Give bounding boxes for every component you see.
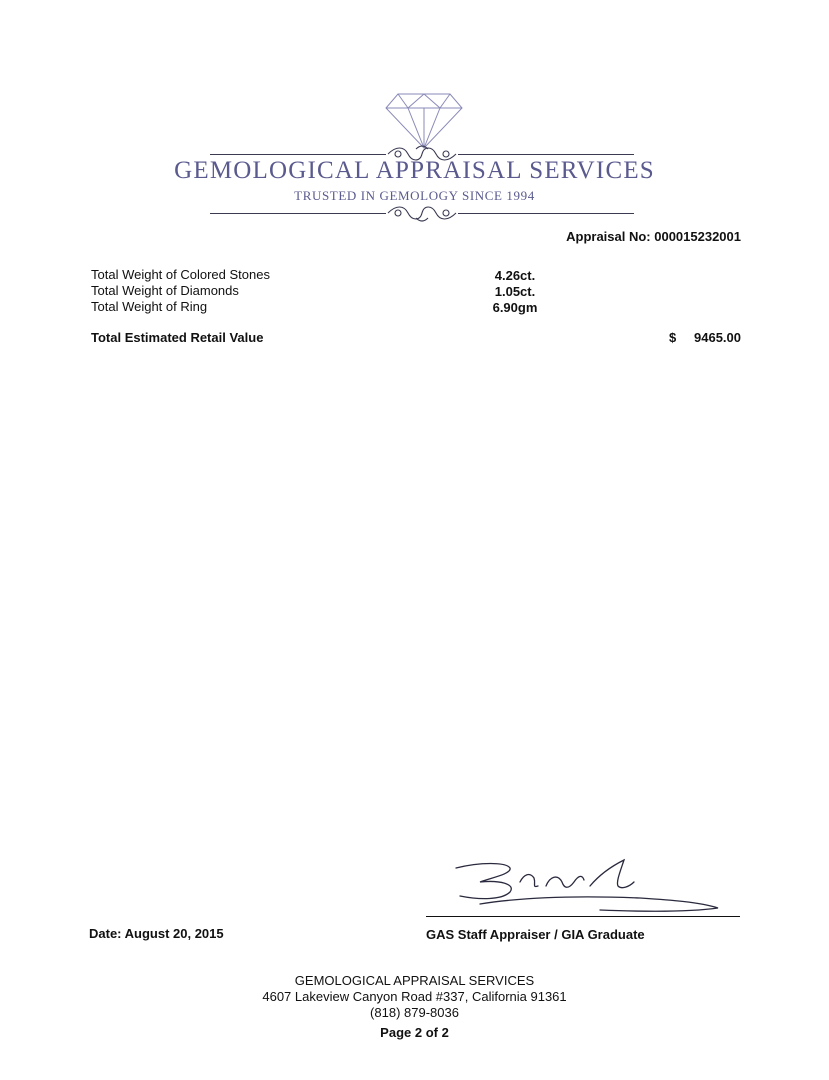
row-label-ring: Total Weight of Ring [91,299,208,314]
footer-phone: (818) 879-8036 [370,1005,459,1020]
company-name: GEMOLOGICAL APPRAISAL SERVICES [174,157,655,184]
total-value-amount: 9465.00 [694,330,741,345]
appraisal-date: Date: August 20, 2015 [89,926,224,941]
row-label-colored-stones: Total Weight of Colored Stones [91,267,270,282]
letterhead [0,0,829,230]
page-number: Page 2 of 2 [380,1025,449,1040]
row-value-colored-stones: 4.26ct. [494,268,536,283]
total-value-label: Total Estimated Retail Value [91,330,264,345]
total-value-currency: $ [669,330,677,345]
footer-company: GEMOLOGICAL APPRAISAL SERVICES [294,973,535,988]
row-label-diamonds: Total Weight of Diamonds [91,283,239,298]
bottom-rule-left [210,213,386,214]
signature-line [426,916,740,917]
signature [450,856,730,916]
row-value-ring: 6.90gm [492,300,538,315]
top-rule-left [210,154,386,155]
top-rule-right [458,154,634,155]
appraisal-number: Appraisal No: 000015232001 [566,229,741,244]
flourish-bottom-icon [386,202,458,224]
diamond-icon [384,90,464,150]
bottom-rule-right [458,213,634,214]
signer-title: GAS Staff Appraiser / GIA Graduate [426,927,645,942]
footer-address: 4607 Lakeview Canyon Road #337, California 91361 [262,989,567,1004]
company-tagline: TRUSTED IN GEMOLOGY SINCE 1994 [294,188,535,203]
row-value-diamonds: 1.05ct. [494,284,536,299]
